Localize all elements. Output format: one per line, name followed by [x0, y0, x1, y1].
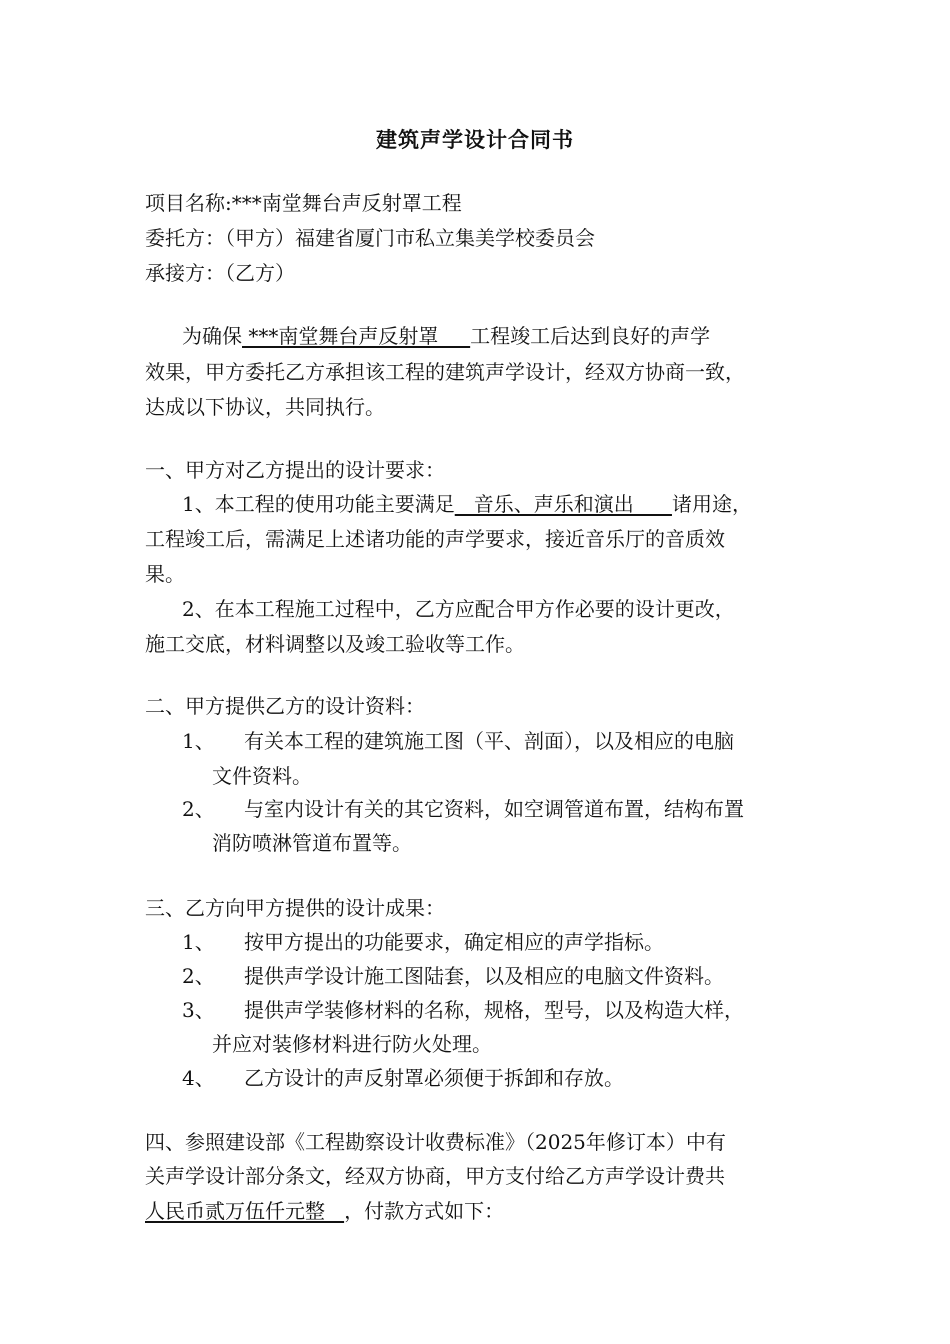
section-2-item-1: 1、 有关本工程的建筑施工图（平、剖面），以及相应的电脑 — [182, 729, 734, 753]
section-2-heading: 二、甲方提供乙方的设计资料： — [145, 694, 425, 718]
section-3-item-1: 1、 按甲方提出的功能要求，确定相应的声学指标。 — [182, 930, 664, 954]
section-1-item-1-line-2: 工程竣工后，需满足上述诸功能的声学要求，接近音乐厅的音质效 — [145, 527, 725, 551]
section-4-line-1: 四、参照建设部《工程勘察设计收费标准》（2025年修订本）中有 — [145, 1130, 726, 1154]
section-4-line-3: 人民币贰万伍仟元整 ，付款方式如下： — [145, 1199, 505, 1223]
section-3-item-3: 3、 提供声学装修材料的名称，规格，型号，以及构造大样， — [182, 998, 744, 1022]
usage-fill-blank: 音乐、声乐和演出 — [454, 492, 672, 516]
section-2-item-2-line-2: 消防喷淋管道布置等。 — [212, 831, 412, 855]
section-3-heading: 三、乙方向甲方提供的设计成果： — [145, 896, 445, 920]
project-name: 项目名称:***南堂舞台声反射罩工程 — [145, 191, 462, 215]
intro-line-3: 达成以下协议，共同执行。 — [145, 395, 385, 419]
client-party: 委托方：（甲方）福建省厦门市私立集美学校委员会 — [145, 226, 595, 250]
section-1-heading: 一、甲方对乙方提出的设计要求： — [145, 458, 445, 482]
document-title: 建筑声学设计合同书 — [376, 127, 574, 152]
intro-line-2: 效果，甲方委托乙方承担该工程的建筑声学设计，经双方协商一致， — [145, 360, 745, 384]
section-1-item-1-line-3: 果。 — [145, 562, 185, 586]
project-fill-blank: ***南堂舞台声反射罩 — [242, 324, 471, 348]
section-3-item-2: 2、 提供声学设计施工图陆套，以及相应的电脑文件资料。 — [182, 964, 724, 988]
section-4-line-2: 关声学设计部分条文，经双方协商，甲方支付给乙方声学设计费共 — [145, 1164, 725, 1188]
section-2-item-1-line-2: 文件资料。 — [212, 764, 312, 788]
section-1-item-2-line-2: 施工交底，材料调整以及竣工验收等工作。 — [145, 632, 525, 656]
section-1-item-1: 1、本工程的使用功能主要满足 音乐、声乐和演出 诸用途， — [182, 492, 752, 516]
section-2-item-2: 2、 与室内设计有关的其它资料，如空调管道布置，结构布置 — [182, 797, 744, 821]
intro-line-1: 为确保 ***南堂舞台声反射罩 工程竣工后达到良好的声学 — [182, 324, 711, 348]
section-3-item-4: 4、 乙方设计的声反射罩必须便于拆卸和存放。 — [182, 1066, 624, 1090]
fee-fill-blank: 人民币贰万伍仟元整 — [145, 1199, 345, 1223]
section-3-item-3-line-2: 并应对装修材料进行防火处理。 — [212, 1032, 492, 1056]
contractor-party: 承接方：（乙方） — [145, 261, 295, 285]
section-1-item-2: 2、在本工程施工过程中，乙方应配合甲方作必要的设计更改， — [182, 597, 735, 621]
